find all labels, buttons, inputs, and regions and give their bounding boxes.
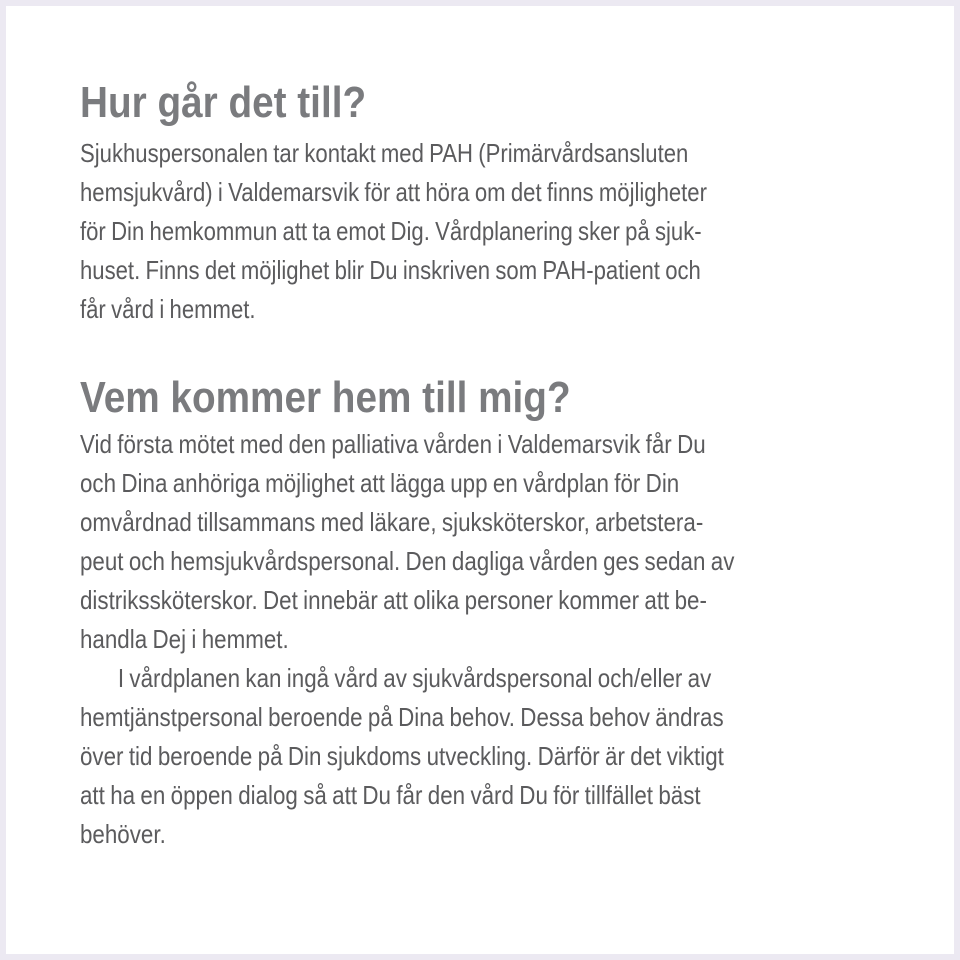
text-line: distrikssköterskor. Det innebär att olika personer kommer att be-: [80, 585, 707, 615]
text-line: får vård i hemmet.: [80, 294, 256, 324]
text-line: behöver.: [80, 819, 166, 849]
text-line: hemsjukvård) i Valdemarsvik för att höra om det finns möjligheter: [80, 177, 707, 207]
paragraph-vem-kommer-hem-2: [80, 659, 884, 854]
heading-vem-kommer-hem: Vem kommer hem till mig?: [80, 373, 571, 422]
paragraph-hur-gar-det-till: [80, 134, 884, 329]
paragraph-vem-kommer-hem-1: [80, 425, 884, 659]
text-line: över tid beroende på Din sjukdoms utveckling. Därför är det viktigt: [80, 741, 724, 771]
text-line: peut och hemsjukvårdspersonal. Den dagliga vården ges sedan av: [80, 546, 735, 576]
text-line: huset. Finns det möjlighet blir Du inskriven som PAH-patient och: [80, 255, 701, 285]
heading-hur-gar-det-till: Hur går det till?: [80, 78, 367, 127]
text-line: omvårdnad tillsammans med läkare, sjuksköterskor, arbetstera-: [80, 507, 704, 537]
text-line: att ha en öppen dialog så att Du får den vård Du för tillfället bäst: [80, 780, 701, 810]
text-line: och Dina anhöriga möjlighet att lägga upp en vårdplan för Din: [80, 468, 680, 498]
text-line: I vårdplanen kan ingå vård av sjukvårdspersonal och/eller av: [117, 663, 712, 693]
text-line: Vid första mötet med den palliativa vården i Valdemarsvik får Du: [80, 429, 706, 459]
text-line: för Din hemkommun att ta emot Dig. Vårdplanering sker på sjuk-: [80, 216, 702, 246]
text-line: hemtjänstpersonal beroende på Dina behov. Dessa behov ändras: [80, 702, 724, 732]
text-line: Sjukhuspersonalen tar kontakt med PAH (Primärvårdsansluten: [80, 138, 689, 168]
text-line: handla Dej i hemmet.: [80, 624, 289, 654]
document-body: [80, 78, 884, 854]
